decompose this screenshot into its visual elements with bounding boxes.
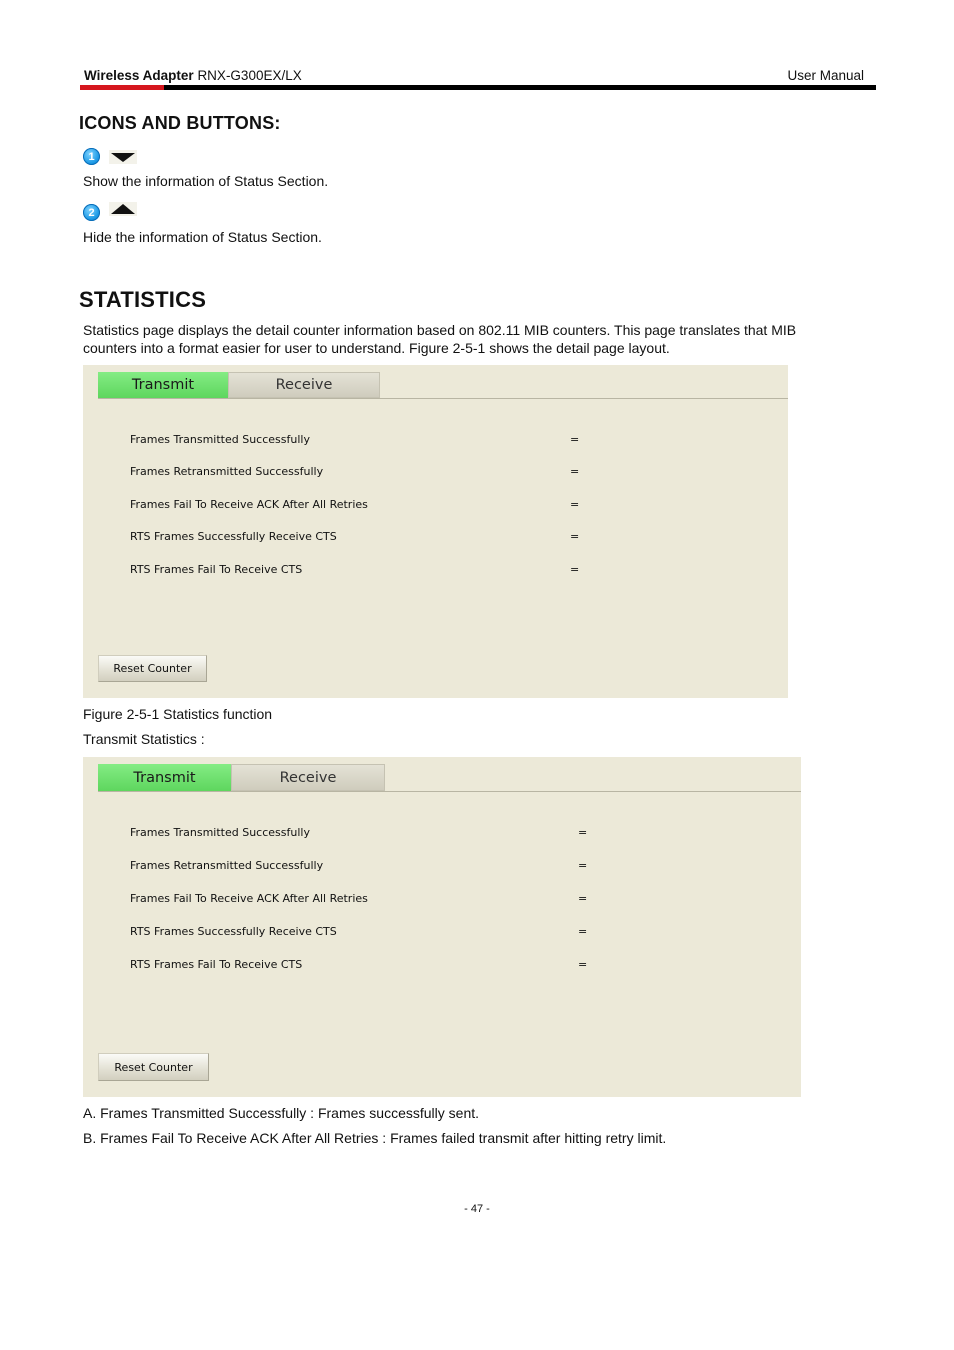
stat-equals: = xyxy=(570,530,580,543)
up-arrow-icon xyxy=(109,202,137,216)
header-divider xyxy=(80,85,876,90)
statistics-panel-figure xyxy=(83,365,788,698)
stat-label-frames-retransmitted: Frames Retransmitted Successfully xyxy=(130,465,324,478)
icons-section-heading: ICONS AND BUTTONS: xyxy=(79,113,281,133)
icon-2-description: Hide the information of Status Section. xyxy=(83,229,322,245)
stat-equals: = xyxy=(570,433,580,446)
stat-equals: = xyxy=(578,859,588,872)
stat-label-fail-ack: Frames Fail To Receive ACK After All Retries xyxy=(130,892,368,905)
reset-counter-button[interactable]: Reset Counter xyxy=(98,1053,209,1081)
figure-caption: Figure 2-5-1 Statistics function xyxy=(83,706,273,722)
tab-receive[interactable]: Receive xyxy=(228,372,380,398)
tab-bar xyxy=(98,764,385,791)
stat-equals: = xyxy=(570,498,580,511)
stat-equals: = xyxy=(578,925,588,938)
stat-equals: = xyxy=(578,892,588,905)
stat-label-fail-ack: Frames Fail To Receive ACK After All Retries xyxy=(130,498,368,511)
transmit-statistics-panel xyxy=(83,757,801,1097)
header-manual-label: User Manual xyxy=(787,68,864,83)
reset-counter-button[interactable]: Reset Counter xyxy=(98,655,207,682)
stat-label-rts-fail: RTS Frames Fail To Receive CTS xyxy=(130,563,303,576)
header-product-model: RNX-G300EX/LX xyxy=(197,68,302,83)
stat-equals: = xyxy=(570,465,580,478)
tab-receive[interactable]: Receive xyxy=(231,764,385,791)
stat-label-rts-success: RTS Frames Successfully Receive CTS xyxy=(130,530,337,543)
stat-equals: = xyxy=(570,563,580,576)
stat-equals: = xyxy=(578,826,588,839)
tab-transmit[interactable]: Transmit xyxy=(98,764,231,791)
header-product-name: Wireless Adapter xyxy=(84,68,194,83)
stat-equals: = xyxy=(578,958,588,971)
tab-transmit[interactable]: Transmit xyxy=(98,372,228,398)
note-b: B. Frames Fail To Receive ACK After All Retries : Frames failed transmit after hitting retry limit. xyxy=(83,1130,667,1146)
header-product xyxy=(84,68,302,83)
tab-bar xyxy=(98,372,380,398)
stat-label-rts-success: RTS Frames Successfully Receive CTS xyxy=(130,925,337,938)
stat-label-frames-transmitted: Frames Transmitted Successfully xyxy=(130,433,310,446)
stat-label-frames-retransmitted: Frames Retransmitted Successfully xyxy=(130,859,324,872)
stat-label-rts-fail: RTS Frames Fail To Receive CTS xyxy=(130,958,303,971)
page-number: - 47 - xyxy=(464,1203,490,1215)
tab-divider xyxy=(98,791,801,792)
transmit-caption: Transmit Statistics : xyxy=(83,731,205,747)
note-a: A. Frames Transmitted Successfully : Frames successfully sent. xyxy=(83,1105,480,1121)
header-accent-bar xyxy=(80,85,164,90)
number-badge-2-icon: 2 xyxy=(83,204,100,221)
icon-1-description: Show the information of Status Section. xyxy=(83,173,329,189)
number-badge-1-icon: 1 xyxy=(83,148,100,165)
statistics-heading: STATISTICS xyxy=(79,287,207,312)
tab-divider xyxy=(98,398,788,399)
statistics-intro: Statistics page displays the detail counter information based on 802.11 MIB counters. This page translates that MIB counters into a format easier for user to understand. Figure 2-5-1 shows the detail page layout. xyxy=(83,322,797,356)
down-arrow-icon xyxy=(109,150,137,164)
stat-label-frames-transmitted: Frames Transmitted Successfully xyxy=(130,826,310,839)
